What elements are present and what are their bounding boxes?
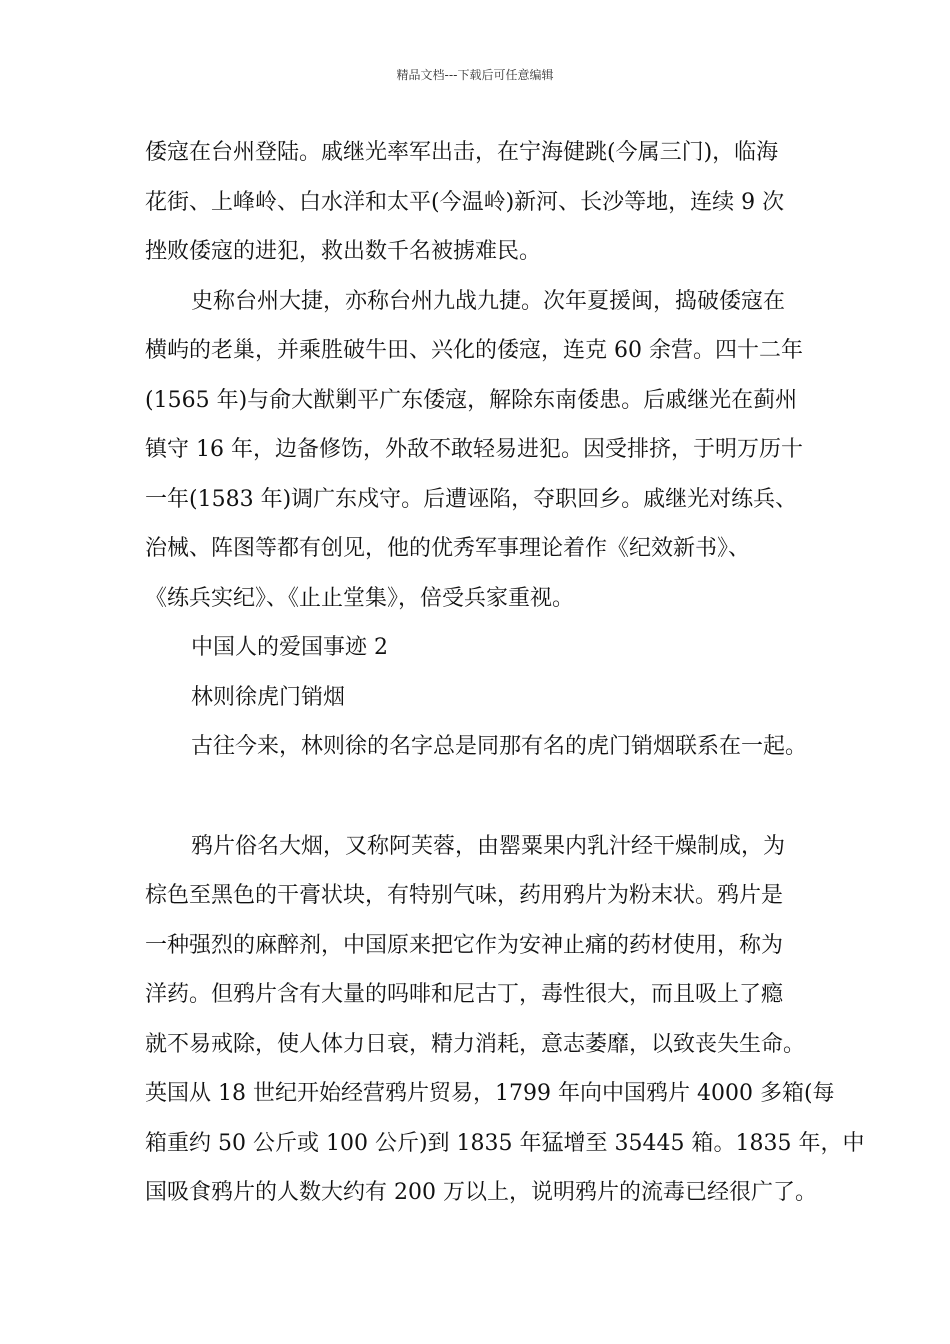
text-line: 花街、上峰岭、白水洋和太平(今温岭)新河、长沙等地，连续 9 次: [145, 189, 785, 215]
section-subheading: 林则徐虎门销烟: [191, 684, 346, 710]
page-header: 精品文档---下载后可任意编辑: [396, 68, 554, 82]
document-body: [145, 128, 865, 1218]
text-line: 《练兵实纪》、《止止堂集》，倍受兵家重视。: [145, 585, 575, 611]
text-line: 洋药。但鸦片含有大量的吗啡和尼古丁，毒性很大，而且吸上了瘾: [145, 982, 784, 1007]
text-line: 箱重约 50 公斤或 100 公斤)到 1835 年猛增至 35445 箱。1835 年，中: [145, 1130, 865, 1156]
text-line: 就不易戒除，使人体力日衰，精力消耗，意志萎靡，以致丧失生命。: [145, 1031, 806, 1057]
text-line: 倭寇在台州登陆。戚继光率军出击，在宁海健跳(今属三门)，临海: [145, 140, 779, 165]
text-line: 镇守 16 年，边备修饬，外敌不敢轻易进犯。因受排挤，于明万历十: [145, 437, 803, 462]
text-line: 国吸食鸦片的人数大约有 200 万以上，说明鸦片的流毒已经很广了。: [145, 1180, 817, 1205]
text-line: 一种强烈的麻醉剂，中国原来把它作为安神止痛的药材使用，称为: [145, 932, 784, 958]
text-line: 棕色至黑色的干膏状块，有特别气味，药用鸦片为粉末状。鸦片是: [145, 883, 784, 908]
section-heading: 中国人的爱国事迹 2: [191, 635, 388, 660]
text-line: 横屿的老巢，并乘胜破牛田、兴化的倭寇，连克 60 余营。四十二年: [145, 338, 803, 363]
text-line: 挫败倭寇的进犯，救出数千名被掳难民。: [145, 239, 542, 264]
text-line: 治械、阵图等都有创见，他的优秀军事理论着作《纪效新书》、: [145, 536, 751, 561]
text-line: 英国从 18 世纪开始经营鸦片贸易，1799 年向中国鸦片 4000 多箱(每: [145, 1081, 835, 1106]
text-line: 鸦片俗名大烟，又称阿芙蓉，由罂粟果内乳汁经干燥制成，为: [191, 833, 786, 859]
paragraph-gap: [145, 772, 815, 822]
text-line: 一年(1583 年)调广东戍守。后遭诬陷，夺职回乡。戚继光对练兵、: [145, 486, 798, 512]
text-line: 史称台州大捷，亦称台州九战九捷。次年夏援闽，捣破倭寇在: [191, 288, 786, 314]
text-line: 古往今来，林则徐的名字总是同那有名的虎门销烟联系在一起。: [191, 734, 808, 759]
text-line: (1565 年)与俞大猷剿平广东倭寇，解除东南倭患。后戚继光在蓟州: [145, 387, 798, 413]
